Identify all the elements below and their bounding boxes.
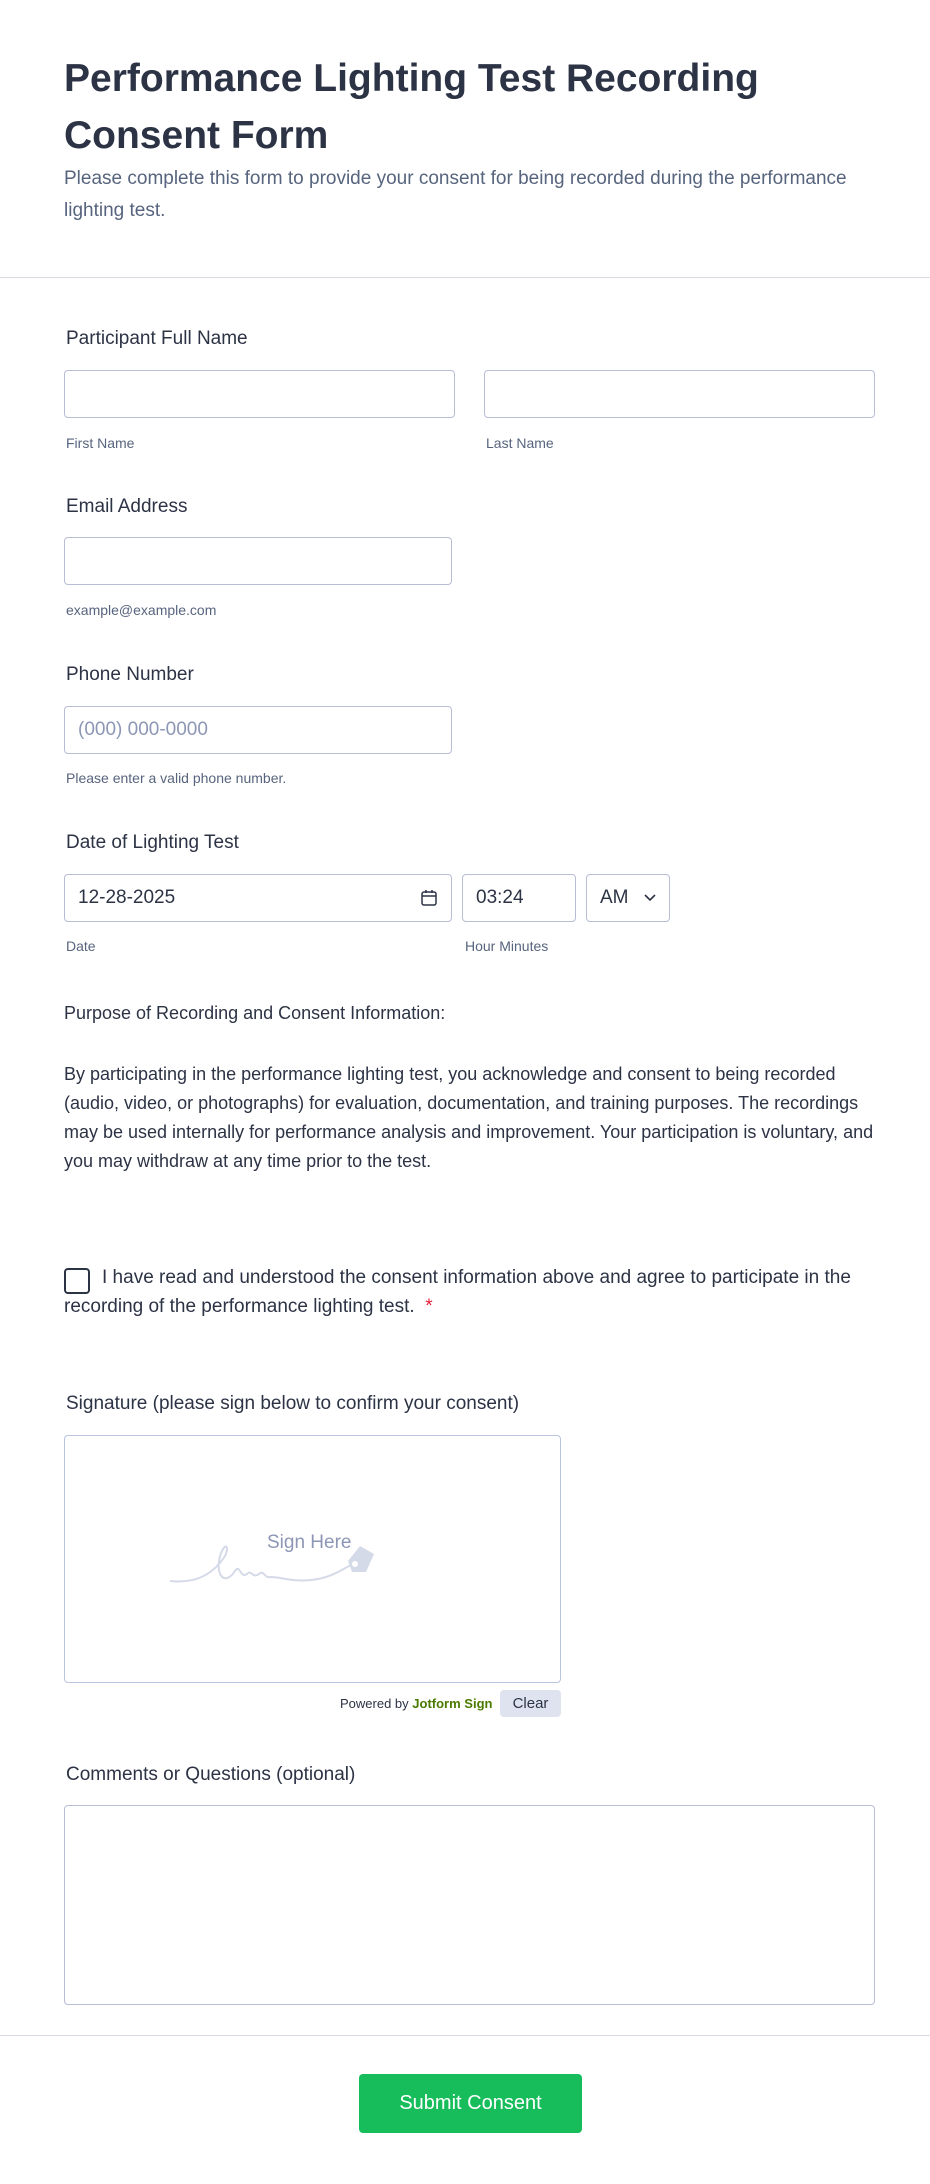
last-name-sublabel: Last Name <box>486 435 554 451</box>
email-input[interactable] <box>64 537 452 585</box>
signature-label: Signature (please sign below to confirm your consent) <box>66 1393 520 1414</box>
divider <box>0 277 930 278</box>
sign-here-text: Sign Here <box>267 1532 352 1553</box>
consent-label[interactable] <box>64 1263 864 1321</box>
date-input[interactable] <box>64 874 452 922</box>
last-name-input[interactable] <box>484 370 875 418</box>
phone-placeholder: (000) 000-0000 <box>78 719 208 740</box>
powered-by-text: Powered by <box>340 1696 409 1711</box>
email-label: Email Address <box>66 496 188 517</box>
comments-label: Comments or Questions (optional) <box>66 1764 356 1785</box>
signature-pen-icon <box>170 1531 380 1591</box>
page-subtitle: Please complete this form to provide your consent for being recorded during the performance lighting test. <box>64 168 847 221</box>
required-star: * <box>425 1296 433 1317</box>
phone-input[interactable] <box>64 706 452 754</box>
jotform-sign-link[interactable]: Jotform Sign <box>412 1696 493 1711</box>
ampm-select[interactable] <box>586 874 670 922</box>
time-sublabel: Hour Minutes <box>465 938 549 954</box>
clear-signature-button[interactable]: Clear <box>500 1690 561 1717</box>
divider <box>0 2035 930 2036</box>
date-sublabel: Date <box>66 938 96 954</box>
phone-sublabel: Please enter a valid phone number. <box>66 770 287 786</box>
chevron-down-icon <box>644 894 656 902</box>
phone-label: Phone Number <box>66 664 194 685</box>
powered-by <box>340 1696 492 1711</box>
ampm-value: AM <box>600 887 629 908</box>
comments-textarea[interactable] <box>64 1805 875 2005</box>
consent-text: I have read and understood the consent information above and agree to participate in the recording of the performance lighting test. <box>64 1267 851 1317</box>
signature-pad[interactable] <box>64 1435 561 1683</box>
first-name-sublabel: First Name <box>66 435 135 451</box>
submit-button[interactable]: Submit Consent <box>359 2074 582 2133</box>
full-name-label: Participant Full Name <box>66 328 248 349</box>
page-title: Performance Lighting Test Recording Consent Form <box>64 57 759 157</box>
time-input[interactable]: 03:24 <box>462 874 576 922</box>
first-name-input[interactable] <box>64 370 455 418</box>
date-label: Date of Lighting Test <box>66 832 239 853</box>
email-sublabel: example@example.com <box>66 602 217 618</box>
date-value: 12-28-2025 <box>78 887 176 908</box>
purpose-heading: Purpose of Recording and Consent Information: <box>64 1003 446 1023</box>
purpose-body: By participating in the performance lighting test, you acknowledge and consent to being recorded (audio, video, or photographs) for evaluation, documentation, and training purposes. The recordings may be used internally for performance analysis and improvement. Your participation is voluntary, and you may withdraw at any time prior to the test. <box>64 1064 874 1171</box>
calendar-icon[interactable] <box>420 889 438 907</box>
